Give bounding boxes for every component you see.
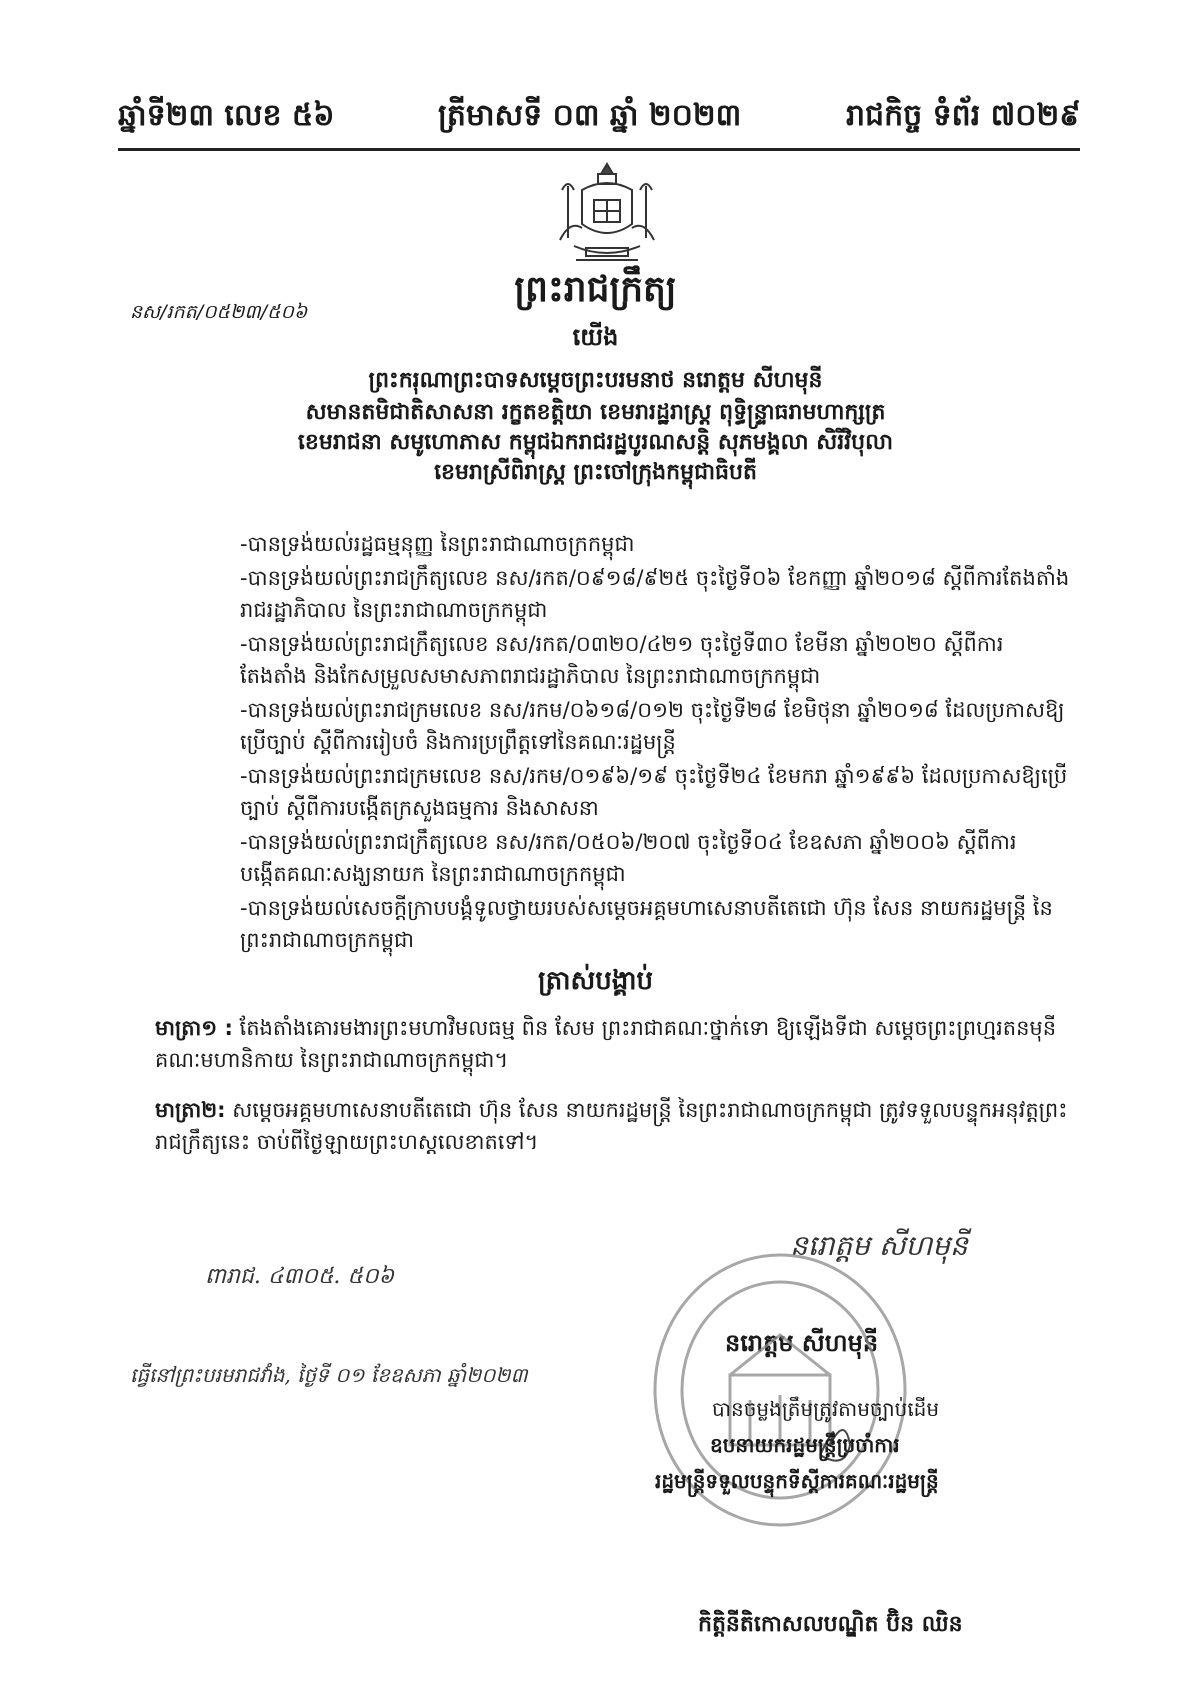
header-rule [118,148,1080,151]
article-text: សម្តេចអគ្គមហាសេនាបតីតេជោ ហ៊ុន សែន នាយករដ្ឋមន្ត្រី នៃព្រះរាជាណាចក្រកម្ពុជា ត្រូវទទួលបន្ទុកអនុវត្តព្រះរាជក្រឹត្យនេះ ចាប់ពីថ្ងៃឡាយព្រះហស្តលេខាតទៅ។ [155,1098,1068,1154]
whereas-clause: -បានទ្រង់យល់ព្រះរាជក្រឹត្យលេខ នស/រកត/០៣២០/៤២១ ចុះថ្ងៃទី៣០ ខែមីនា ឆ្នាំ២០២០ ស្តីពីការតែងតាំង និងកែសម្រួលសមាសភាពរាជរដ្ឋាភិបាល នៃព្រះរាជាណាចក្រកម្ពុជា [240,632,1004,688]
whereas-clause: -បានទ្រង់យល់សេចក្តីក្រាបបង្គំទូលថ្វាយរបស់សម្តេចអគ្គមហាសេនាបតីតេជោ ហ៊ុន សែន នាយករដ្ឋមន្ត្រី នៃព្រះរាជាណាចក្រកម្ពុជា [240,896,1053,952]
preamble-line: ខេមរាស្រីពិរាស្ត្រ ព្រះចៅក្រុងកម្ពុជាធិបតី [434,460,757,485]
place-date: ធ្វើនៅព្រះបរមរាជវាំង, ថ្ងៃទី ០១ ខែឧសភា ឆ្នាំ២០២៣ [130,1363,528,1387]
preamble-line: ព្រះករុណាព្រះបាទសម្តេចព្រះបរមនាថ នរោត្តម សីហមុនី [368,368,823,393]
whereas-clause: -បានទ្រង់យល់ព្រះរាជក្រឹត្យលេខ នស/រកត/០៩១៨/៩២៥ ចុះថ្ងៃទី០៦ ខែកញ្ញា ឆ្នាំ២០១៨ ស្តីពីការតែងតាំងរាជរដ្ឋាភិបាល នៃព្រះរាជាណាចក្រកម្ពុជា [240,566,1070,622]
whereas-clause: -បានទ្រង់យល់រដ្ឋធម្មនុញ្ញ នៃព្រះរាជាណាចក្រកម្ពុជា [240,532,635,556]
gazette-issue: ឆ្នាំទី២៣ លេខ ៥៦ [118,98,335,133]
article-label: មាត្រា២: [155,1098,226,1122]
gazette-date: ត្រីមាសទី ០៣ ឆ្នាំ ២០២៣ [438,98,742,133]
whereas-clause: -បានទ្រង់យល់ព្រះរាជក្រឹត្យលេខ នស/រកត/០៥០៦/២០៧ ចុះថ្ងៃទី០៤ ខែឧសភា ឆ្នាំ២០០៦ ស្តីពីការបង្កើតគណៈសង្ឃនាយក នៃព្រះរាជាណាចក្រកម្ពុជា [240,830,1017,886]
decree-title: ព្រះរាជក្រឹត្យ [514,269,677,310]
decree-number: នស/រកត/០៥២៣/៥០៦ [130,301,308,323]
we-heading: យើង [572,323,619,351]
minister-name: កិត្តិនីតិកោសលបណ្ឌិត ប៊ិន ឈិន [698,1612,963,1637]
registry-note: ពារាជ. ៤៣០៥. ៥០៦ [205,1264,395,1289]
article-text: តែងតាំងគោរមងារព្រះមហាវិមលធម្ម ពិន សែម ព្រះរាជាគណៈថ្នាក់ទោ ឱ្យឡើងទីជា សម្តេចព្រះព្រហ្មរតនមុនី គណៈមហានិកាយ នៃព្រះរាជាណាចក្រកម្ពុជា។ [155,1016,1057,1072]
article-2 [155,1094,1070,1158]
countersign-title: ឧបនាយករដ្ឋមន្ត្រីប្រចាំការ [710,1433,900,1457]
whereas-clause: -បានទ្រង់យល់ព្រះរាជក្រមលេខ នស/រកម/០១៩៦/១៩ ចុះថ្ងៃទី២៤ ខែមករា ឆ្នាំ១៩៩៦ ដែលប្រកាសឱ្យប្រើច្បាប់ ស្តីពីការបង្កើតក្រសួងធម្មការ និងសាសនា [240,764,1068,820]
hereby-decrees-heading: ត្រាស់បង្គាប់ [537,966,654,996]
preamble-line: ខេមរាជនា សមូហោភាស កម្ពុជឯករាជរដ្ឋបូរណសន្តិ សុភមង្គលា សិរីវិបុលា [297,430,894,455]
certified-copy-note: បានចម្លងត្រឹមត្រូវតាមច្បាប់ដើម [712,1397,940,1421]
article-1 [155,1012,1070,1076]
article-label: មាត្រា១ : [155,1016,233,1040]
whereas-clause: -បានទ្រង់យល់ព្រះរាជក្រមលេខ នស/រកម/០៦១៨/០១២ ចុះថ្ងៃទី២៨ ខែមិថុនា ឆ្នាំ២០១៨ ដែលប្រកាសឱ្យប្រើច្បាប់ ស្តីពីការរៀបចំ និងការប្រព្រឹត្តទៅនៃគណៈរដ្ឋមន្ត្រី [240,698,1065,754]
countersign-title: រដ្ឋមន្ត្រីទទួលបន្ទុកទីស្តីការគណៈរដ្ឋមន្ត្រី [655,1469,939,1493]
gazette-page: រាជកិច្ច ទំព័រ ៧០២៩ [846,98,1081,133]
preamble-line: សមានតមិជាតិសាសនា រក្ខតខត្តិយា ខេមរារដ្ឋរាស្ត្រ ពុទ្ធិន្ទ្រាធរាមហាក្សត្រ [305,400,886,425]
royal-arms-icon [548,160,666,266]
king-name: នរោត្តម សីហមុនី [725,1329,879,1357]
royal-signature: នរោត្តម សីហមុនី [790,1229,968,1262]
